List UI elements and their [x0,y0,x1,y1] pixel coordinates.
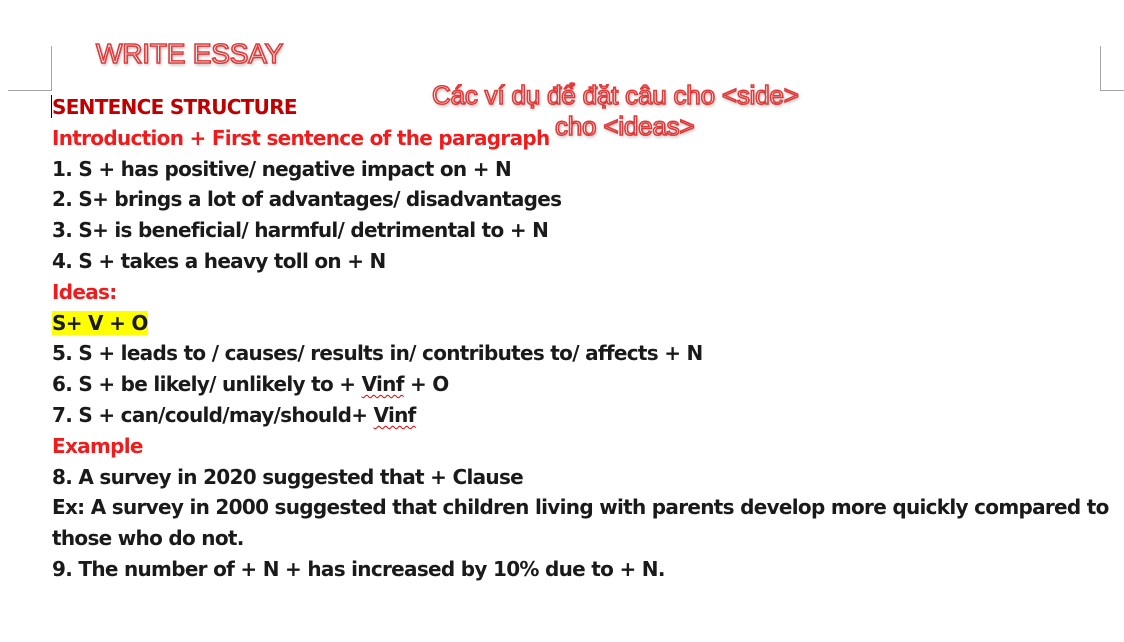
list-item: 3. S+ is beneficial/ harmful/ detrimental to + N [52,218,549,243]
page-corner-mark-horizontal [8,90,52,91]
wordart-note-line-1[interactable]: Các ví dụ để đặt câu cho <side> [432,80,799,110]
intro-heading: Introduction + First sentence of the paragraph [52,125,550,150]
list-item: 5. S + leads to / causes/ results in/ contributes to/ affects + N [52,341,703,366]
svo-line [52,308,1112,339]
item7-text: 7. S + can/could/may/should+ [52,402,374,427]
list-item: 1. S + has positive/ negative impact on + N [52,156,512,181]
ideas-heading: Ideas: [52,279,117,304]
item6-text: 6. S + be likely/ unlikely to + [52,372,362,397]
document-body[interactable] [52,92,1112,585]
page-corner-mark-horizontal [1100,90,1124,91]
page-corner-mark-vertical [1100,46,1101,91]
list-item: 2. S+ brings a lot of advantages/ disadvantages [52,187,562,212]
page-corner-mark-vertical [51,46,52,91]
list-item: 4. S + takes a heavy toll on + N [52,248,386,273]
list-item: 9. The number of + N + has increased by 10% due to + N. [52,556,665,581]
wordart-title[interactable]: WRITE ESSAY [96,38,284,69]
item6-suffix: + O [403,372,449,397]
spellcheck-word[interactable]: Vinf [373,402,416,427]
list-item: 8. A survey in 2020 suggested that + Clause [52,464,524,489]
wordart-note-line-2[interactable]: cho <ideas> [555,111,695,141]
highlighted-svo: S+ V + O [52,310,148,335]
list-item [52,369,1112,400]
spellcheck-word[interactable]: Vinf [361,372,404,397]
sentence-structure-heading: SENTENCE STRUCTURE [52,95,297,119]
example-heading: Example [52,433,143,458]
list-item [52,400,1112,431]
example-paragraph: Ex: A survey in 2000 suggested that children living with parents develop more quickly compared to those who do not. [52,495,1109,551]
